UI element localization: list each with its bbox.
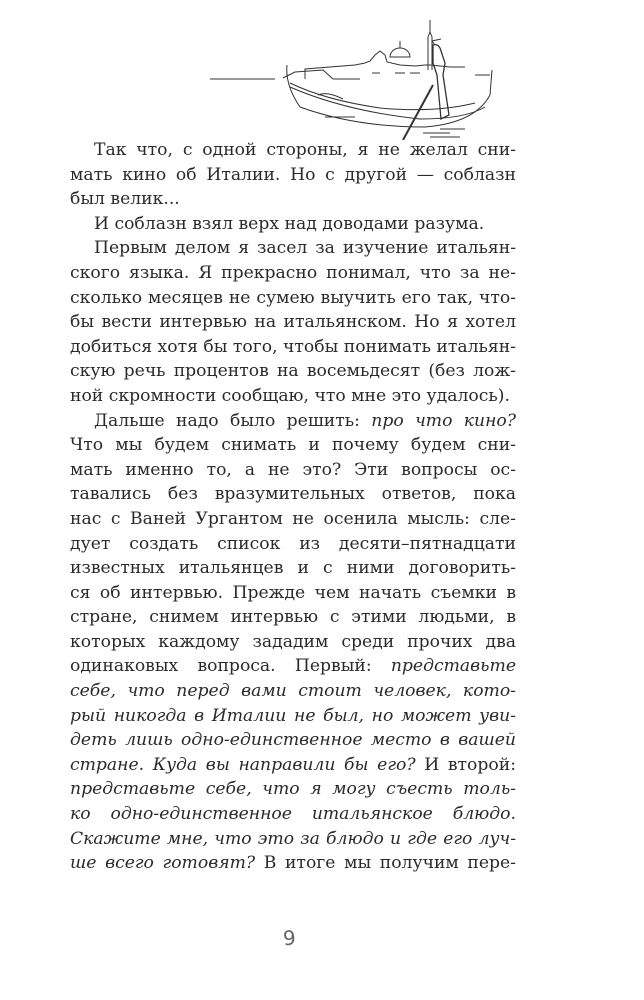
text-line [70, 482, 516, 507]
text-line [70, 532, 516, 557]
text-line [70, 409, 516, 434]
text-line [70, 261, 516, 286]
italic-text: деть лишь одно-единственное место в вашей [70, 730, 516, 751]
text-segment: дует создать список из десяти–пятнадцати [70, 533, 516, 554]
text-line [70, 704, 516, 729]
italic-text: ше всего готовят? [70, 853, 256, 874]
italic-text: стране. Куда вы направили бы его? [70, 754, 416, 775]
text-segment: известных итальянцев и с ними договорить- [70, 558, 516, 579]
text-segment: которых каждому зададим среди прочих два [70, 631, 516, 652]
text-segment: В итоге мы получим пере- [255, 853, 516, 874]
text-segment: ся об интервью. Прежде чем начать съемки в [70, 582, 516, 603]
text-line [70, 753, 516, 778]
text-line [70, 212, 516, 237]
text-segment: бы вести интервью на итальянском. Но я хотел [70, 312, 516, 333]
text-segment: Дальше надо было решить: [94, 410, 372, 431]
text-segment: ной скромности сообщаю, что мне это удалось). [70, 385, 510, 406]
text-line [70, 802, 516, 827]
gondola-illustration [205, 15, 505, 140]
text-line [70, 654, 516, 679]
text-line [70, 335, 516, 360]
text-segment: Так что, с одной стороны, я не желал сни- [94, 140, 516, 160]
italic-text: про что кино? [371, 410, 516, 431]
italic-text: представьте себе, что я могу съесть толь- [70, 779, 516, 800]
italic-text: представьте [390, 656, 516, 677]
text-segment: Первым делом я засел за изучение итальян- [94, 238, 516, 259]
text-segment: сколько месяцев не сумею выучить его так, что- [70, 287, 516, 308]
text-segment: мать именно то, а не это? Эти вопросы ос- [70, 459, 516, 480]
italic-text: Скажите мне, что это за блюдо и где его луч- [70, 828, 516, 849]
text-line [70, 728, 516, 753]
text-segment: ского языка. Я прекрасно понимал, что за не- [70, 262, 516, 283]
text-line [70, 138, 516, 163]
text-line [70, 556, 516, 581]
page-number: 9 [282, 925, 297, 951]
text-line [70, 310, 516, 335]
italic-text: рый никогда в Италии не был, но может уви- [70, 705, 516, 726]
text-line [70, 851, 516, 876]
text-line [70, 286, 516, 311]
text-line [70, 679, 516, 704]
text-segment: тавались без вразумительных ответов, пока [70, 484, 516, 505]
text-line [70, 359, 516, 384]
text-line [70, 581, 516, 606]
text-line [70, 605, 516, 630]
text-segment: одинаковых вопроса. Первый: [70, 656, 391, 677]
text-line [70, 827, 516, 852]
text-line [70, 163, 516, 188]
text-segment: И второй: [415, 754, 516, 775]
italic-text: себе, что перед вами стоит человек, кото- [70, 681, 516, 702]
text-segment: стране, снимем интервью с этими людьми, в [70, 607, 516, 628]
text-line [70, 187, 516, 212]
text-segment: мать кино об Италии. Но с другой — соблазн [70, 164, 516, 185]
text-segment: добиться хотя бы того, чтобы понимать итальян- [70, 336, 516, 357]
text-segment: И соблазн взял верх над доводами разума. [94, 213, 485, 234]
text-line [70, 236, 516, 261]
text-segment: был велик... [70, 189, 180, 210]
text-line [70, 507, 516, 532]
text-line [70, 458, 516, 483]
text-line [70, 433, 516, 458]
text-segment: скую речь процентов на восемьдесят (без лож- [70, 361, 516, 382]
italic-text: ко одно-единственное итальянское блюдо. [70, 804, 516, 825]
text-segment: нас с Ваней Ургантом не осенила мысль: сле- [70, 508, 516, 529]
text-line [70, 777, 516, 802]
text-segment: Что мы будем снимать и почему будем сни- [70, 435, 516, 456]
body-text [70, 138, 516, 876]
text-line [70, 384, 516, 409]
text-line [70, 630, 516, 655]
